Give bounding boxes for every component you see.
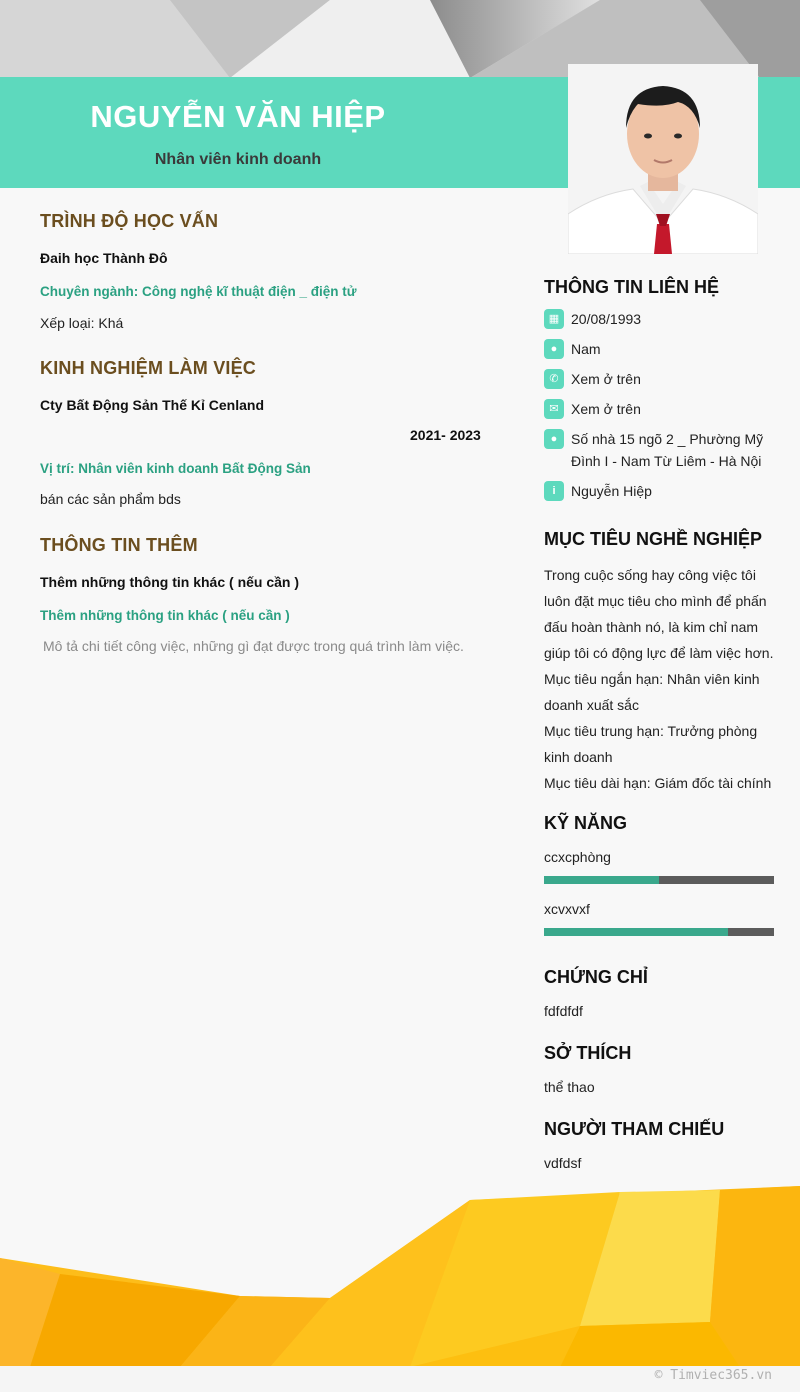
contact-title: THÔNG TIN LIÊN HỆ [544, 277, 719, 297]
contact-gender [544, 338, 784, 360]
contact-website [544, 480, 784, 502]
footer-decoration [0, 1186, 800, 1367]
address-value: Số nhà 15 ngõ 2 _ Phường Mỹ Đình I - Nam Từ Liêm - Hà Nội [571, 431, 764, 469]
certificates-title: CHỨNG CHỈ [544, 967, 648, 987]
extra-info-description: Mô tả chi tiết công việc, những gì đạt được trong quá trình làm việc. [43, 638, 464, 654]
skill-bar-fill [544, 928, 728, 936]
extra-info-heading: Thêm những thông tin khác ( nếu cần ) [40, 574, 300, 590]
objective-text [544, 562, 780, 796]
experience-period: 2021- 2023 [410, 427, 481, 443]
education-school: Đaih học Thành Đô [40, 250, 168, 266]
objective-short-term: Mục tiêu ngắn hạn: Nhân viên kinh doanh xuất sắc [544, 671, 760, 713]
education-grade: Xếp loại: Khá [40, 315, 124, 331]
certificates-value: fdfdfdf [544, 1003, 583, 1019]
experience-position: Vị trí: Nhân viên kinh doanh Bất Động Sản [40, 461, 311, 476]
skill-bar-fill [544, 876, 659, 884]
objective-long-term: Mục tiêu dài hạn: Giám đốc tài chính [544, 775, 772, 791]
location-icon: ● [544, 429, 564, 449]
skills-title: KỸ NĂNG [544, 813, 628, 833]
education-title: TRÌNH ĐỘ HỌC VẤN [40, 211, 219, 231]
contact-phone [544, 368, 784, 390]
email-value: Xem ở trên [571, 401, 641, 417]
phone-icon: ✆ [544, 369, 564, 389]
experience-description: bán các sản phẩm bds [40, 491, 181, 507]
job-title: Nhân viên kinh doanh [154, 151, 322, 168]
objective-mid-term: Mục tiêu trung hạn: Trưởng phòng kinh doanh [544, 723, 758, 765]
education-major: Chuyên ngành: Công nghệ kĩ thuật điện _ điện tử [40, 284, 357, 299]
skill-bar [544, 876, 774, 884]
contact-birthday [544, 308, 784, 330]
skill-bar [544, 928, 774, 936]
hobbies-title: SỞ THÍCH [544, 1043, 632, 1063]
hobbies-value: thể thao [544, 1079, 595, 1095]
experience-title: KINH NGHIỆM LÀM VIỆC [40, 358, 257, 378]
references-title: NGƯỜI THAM CHIẾU [544, 1119, 725, 1139]
contact-email [544, 398, 784, 420]
objective-title: MỤC TIÊU NGHỀ NGHIỆP [544, 529, 763, 549]
gender-value: Nam [571, 341, 601, 357]
contact-address [544, 428, 784, 472]
candidate-name: NGUYỄN VĂN HIỆP [90, 99, 386, 134]
email-icon: ✉ [544, 399, 564, 419]
website-value: Nguyễn Hiệp [571, 483, 652, 499]
extra-info-subheading: Thêm những thông tin khác ( nếu cần ) [40, 608, 290, 623]
skill-name: xcvxvxf [544, 901, 590, 917]
phone-value: Xem ở trên [571, 371, 641, 387]
objective-paragraph: Trong cuộc sống hay công việc tôi luôn đặt mục tiêu cho mình để phấn đấu hoàn thành nó, là kim chỉ nam giúp tôi có động lực để làm việc hơn. [544, 567, 774, 661]
profile-photo [568, 64, 758, 254]
calendar-icon: ▦ [544, 309, 564, 329]
birthday-value: 20/08/1993 [571, 311, 642, 327]
info-icon: i [544, 481, 564, 501]
user-icon: ● [544, 339, 564, 359]
skill-name: ccxcphòng [544, 849, 611, 865]
extra-info-title: THÔNG TIN THÊM [40, 535, 198, 555]
experience-company: Cty Bất Động Sản Thế Kỉ Cenland [40, 397, 265, 413]
references-value: vdfdsf [544, 1155, 582, 1171]
watermark: © Timviec365.vn [654, 1368, 772, 1383]
